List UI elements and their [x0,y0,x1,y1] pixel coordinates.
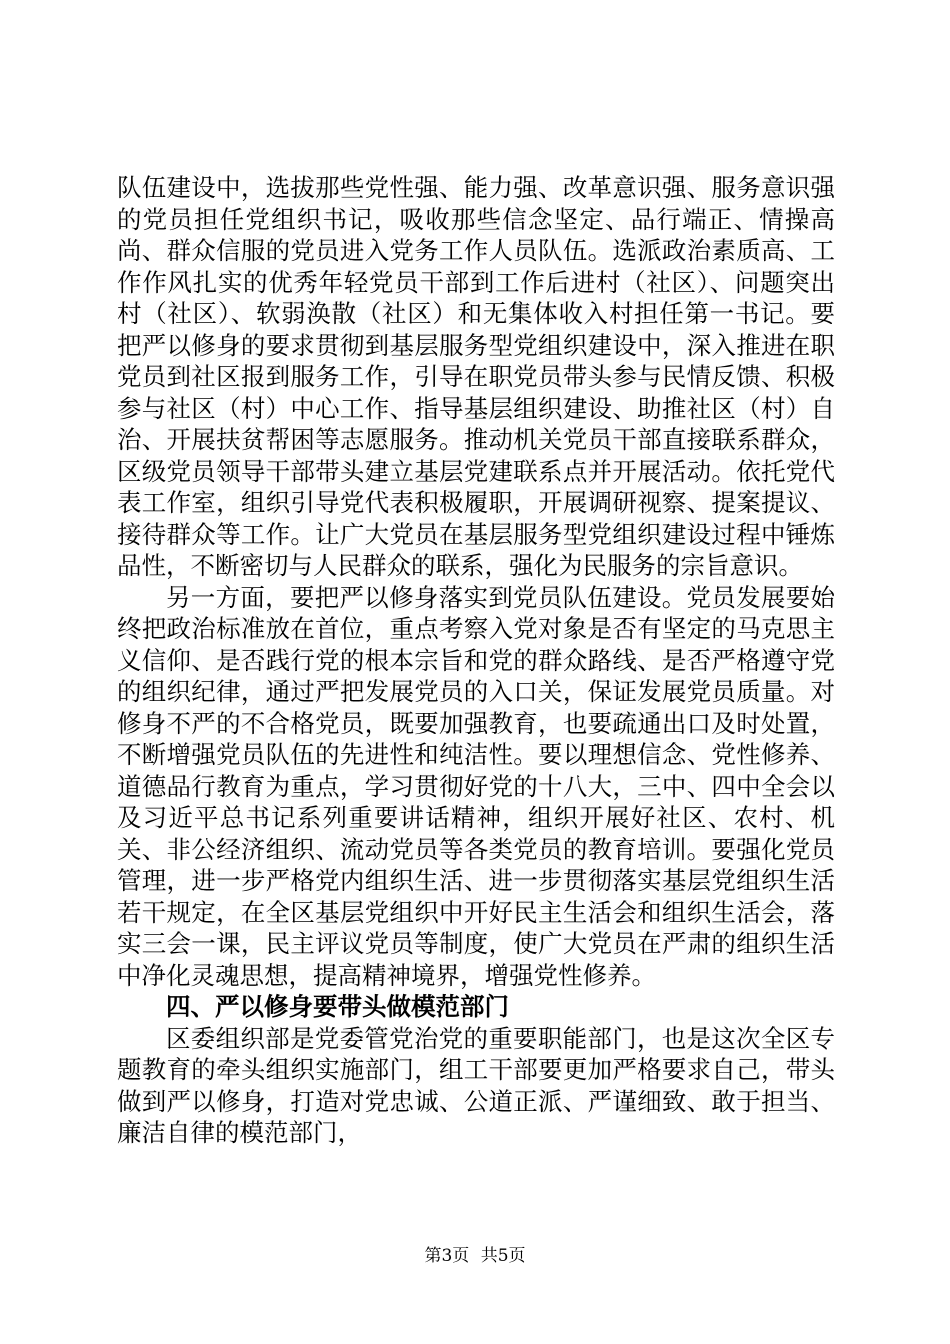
page-total: 共5页 [480,1246,526,1266]
page-footer [0,1245,950,1267]
body-paragraph-1: 队伍建设中，选拔那些党性强、能力强、改革意识强、服务意识强的党员担任党组织书记，吸收那些信念坚定、品行端正、情操高尚、群众信服的党员进入党务工作人员队伍。选派政治素质高、工作作风扎实的优秀年轻党员干部到工作后进村（社区）、问题突出村（社区）、软弱涣散（社区）和无集体收入村担任第一书记。要把严以修身的要求贯彻到基层服务型党组织建设中，深入推进在职党员到社区报到服务工作，引导在职党员带头参与民情反馈、积极参与社区（村）中心工作、指导基层组织建设、助推社区（村）自治、开展扶贫帮困等志愿服务。推动机关党员干部直接联系群众，区级党员领导干部带头建立基层党建联系点并开展活动。依托党代表工作室，组织引导党代表积极履职，开展调研视察、提案提议、接待群众等工作。让广大党员在基层服务型党组织建设过程中锤炼品性，不断密切与人民群众的联系，强化为民服务的宗旨意识。 [117,173,835,580]
body-paragraph-3: 区委组织部是党委管党治党的重要职能部门，也是这次全区专题教育的牵头组织实施部门，组工干部要更加严格要求自己，带头做到严以修身，打造对党忠诚、公道正派、严谨细致、敢于担当、廉洁自律的模范部门， [117,1023,835,1147]
document-body [117,172,835,1149]
section-heading: 四、严以修身要带头做模范部门 [166,992,509,1021]
page-number: 第3页 [424,1246,470,1266]
body-paragraph-2: 另一方面，要把严以修身落实到党员队伍建设。党员发展要始终把政治标准放在首位，重点考察入党对象是否有坚定的马克思主义信仰、是否践行党的根本宗旨和党的群众路线、是否严格遵守党的组织纪律，通过严把发展党员的入口关，保证发展党员质量。对修身不严的不合格党员，既要加强教育，也要疏通出口及时处置，不断增强党员队伍的先进性和纯洁性。要以理想信念、党性修养、道德品行教育为重点，学习贯彻好党的十八大，三中、四中全会以及习近平总书记系列重要讲话精神，组织开展好社区、农村、机关、非公经济组织、流动党员等各类党员的教育培训。要强化党员管理，进一步严格党内组织生活、进一步贯彻落实基层党组织生活若干规定，在全区基层党组织中开好民主生活会和组织生活会，落实三会一课，民主评议党员等制度，使广大党员在严肃的组织生活中净化灵魂思想，提高精神境界，增强党性修养。 [117,582,835,990]
